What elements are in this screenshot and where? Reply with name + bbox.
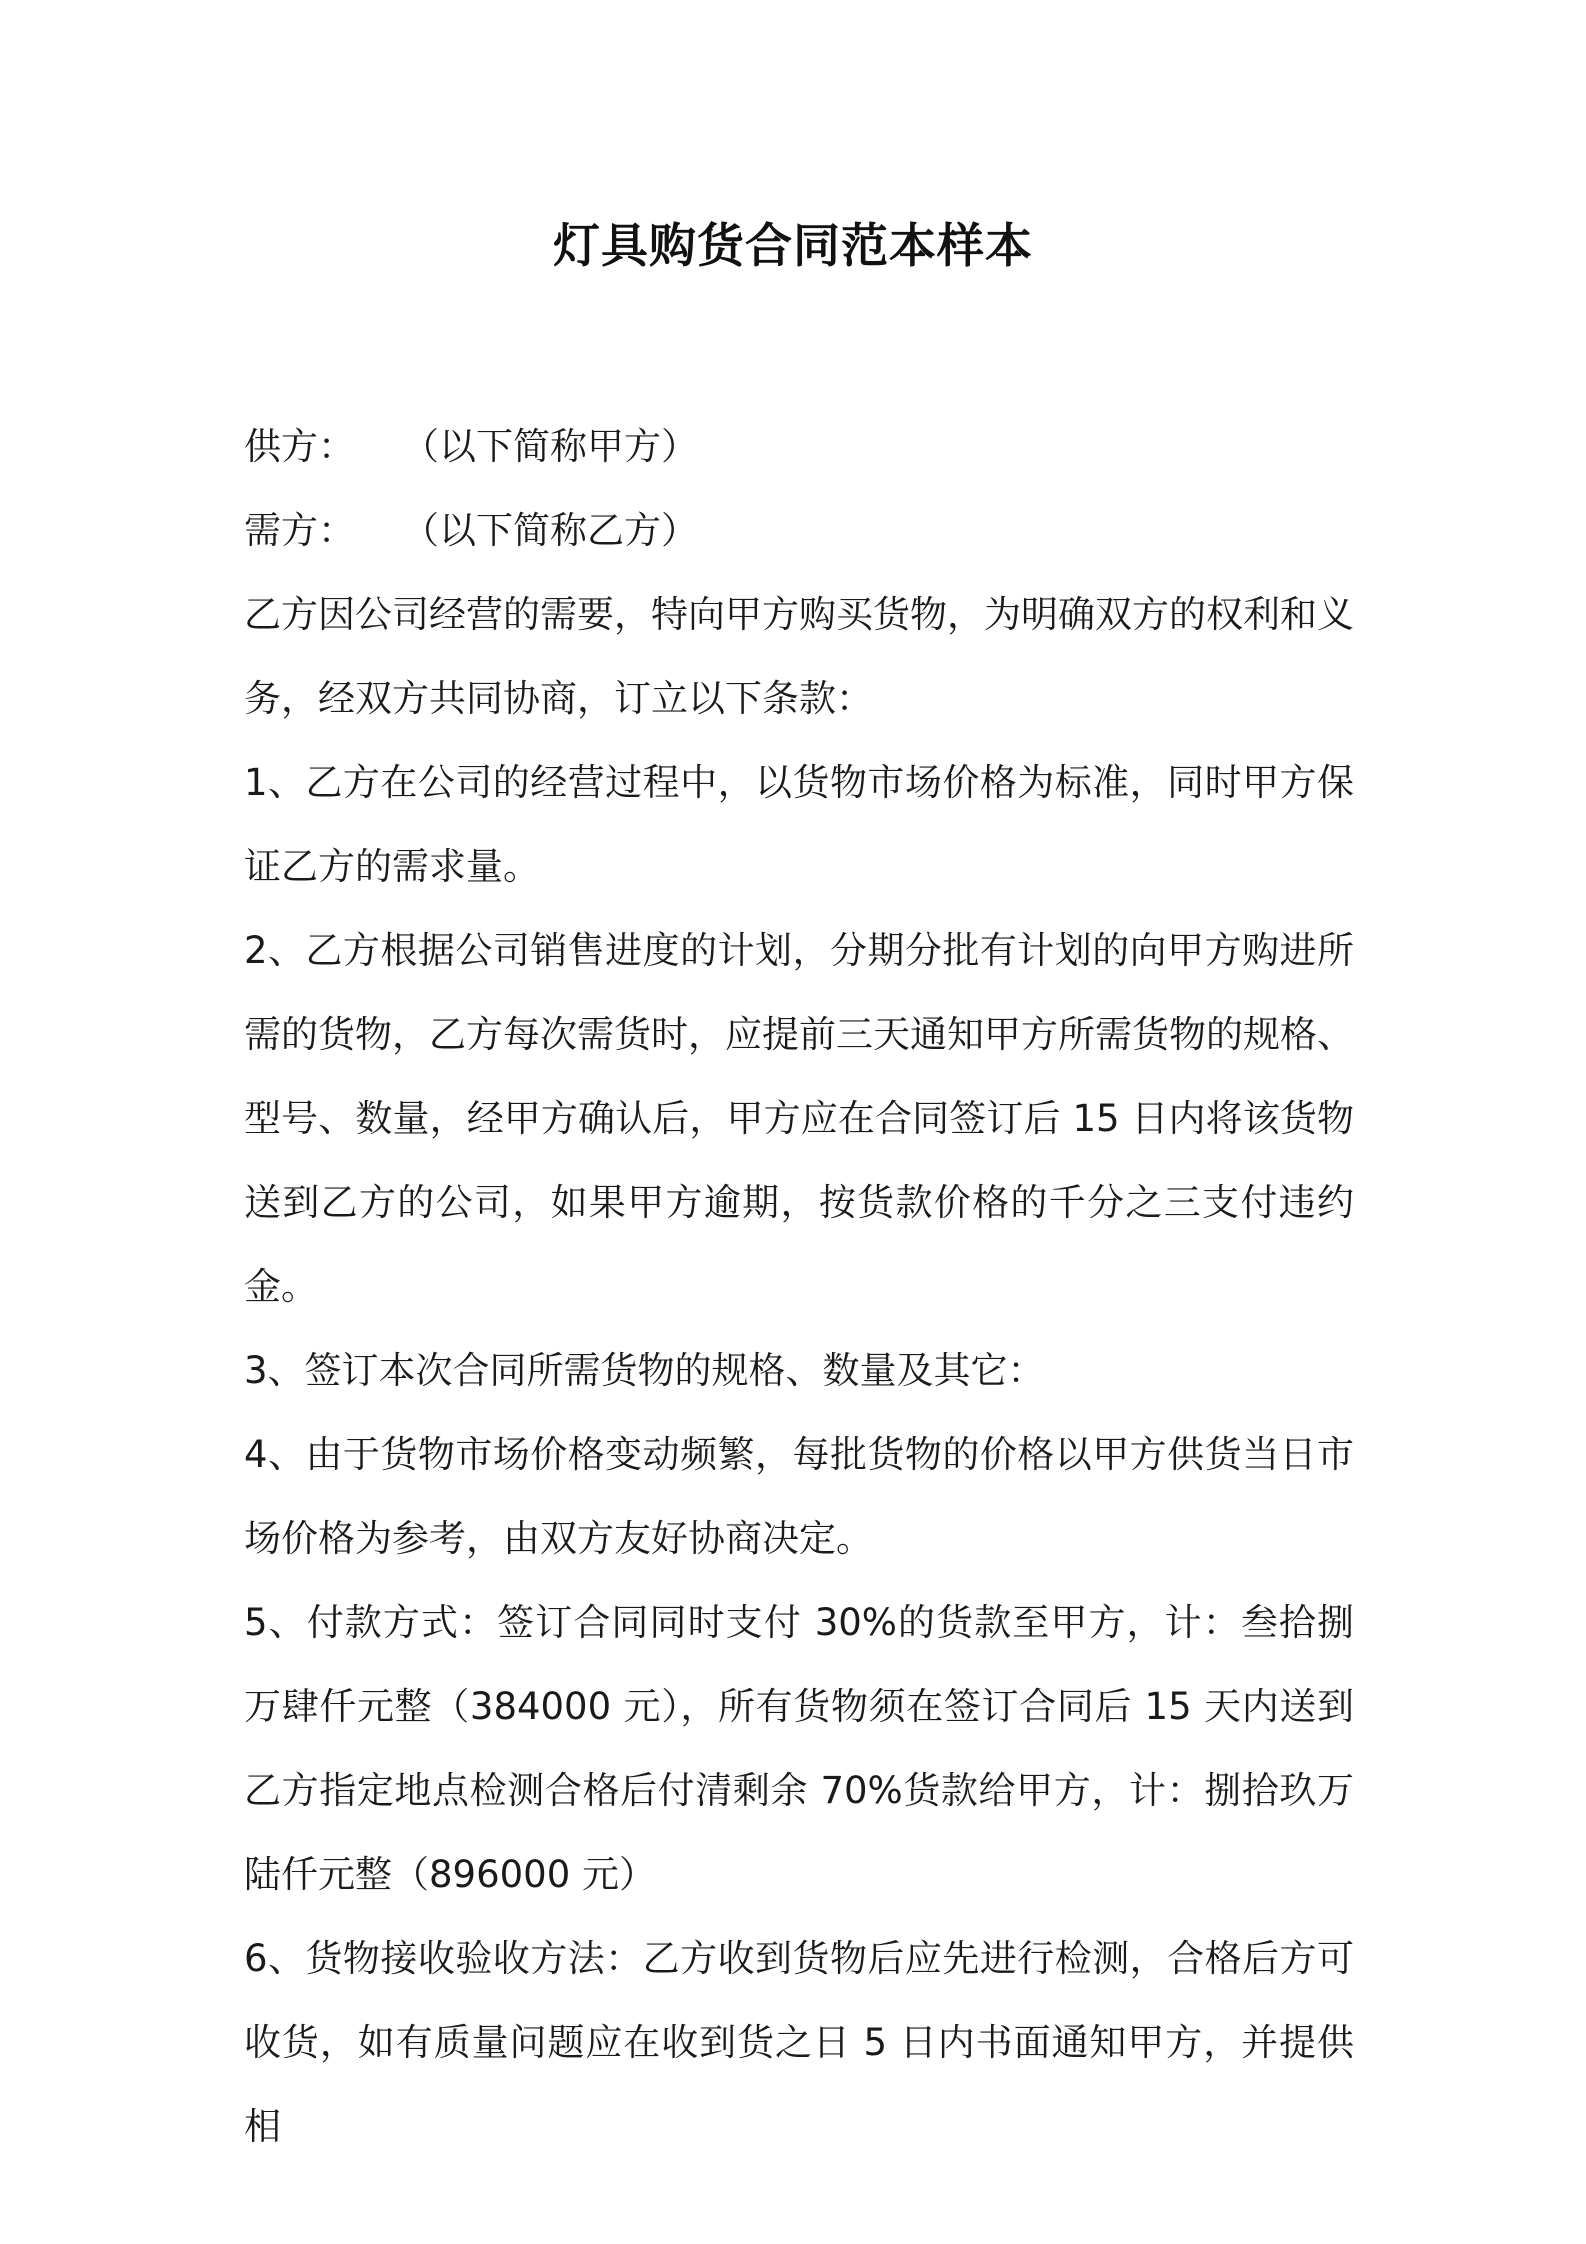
clause-6: 6、货物接收验收方法：乙方收到货物后应先进行检测，合格后方可收货，如有质量问题应在收到货之日 5 日内书面通知甲方，并提供相 [244,1937,1354,2148]
intro-paragraph: 乙方因公司经营的需要，特向甲方购买货物，为明确双方的权利和义务，经双方共同协商，订立以下条款： [244,593,1354,720]
supplier-line: 供方： （以下简称甲方） [244,425,699,468]
clause-2: 2、乙方根据公司销售进度的计划，分期分批有计划的向甲方购进所需的货物，乙方每次需货时，应提前三天通知甲方所需货物的规格、型号、数量，经甲方确认后，甲方应在合同签订后 15 日内将该货物送到乙方的公司，如果甲方逾期，按货款价格的千分之三支付违约金。 [244,929,1354,1308]
document-body [244,405,1354,2169]
clause-4: 4、由于货物市场价格变动频繁，每批货物的价格以甲方供货当日市场价格为参考，由双方友好协商决定。 [244,1433,1354,1560]
clause-1: 1、乙方在公司的经营过程中，以货物市场价格为标准，同时甲方保证乙方的需求量。 [244,761,1354,888]
document-title: 灯具购货合同范本样本 [553,219,1033,274]
clause-3: 3、签订本次合同所需货物的规格、数量及其它： [244,1349,1045,1392]
clause-5: 5、付款方式：签订合同同时支付 30%的货款至甲方，计：叁拾捌万肆仟元整（384000 元），所有货物须在签订合同后 15 天内送到乙方指定地点检测合格后付清剩余 70%货款给甲方，计：捌拾玖万陆仟元整（896000 元） [244,1601,1354,1896]
buyer-line: 需方： （以下简称乙方） [244,509,699,552]
